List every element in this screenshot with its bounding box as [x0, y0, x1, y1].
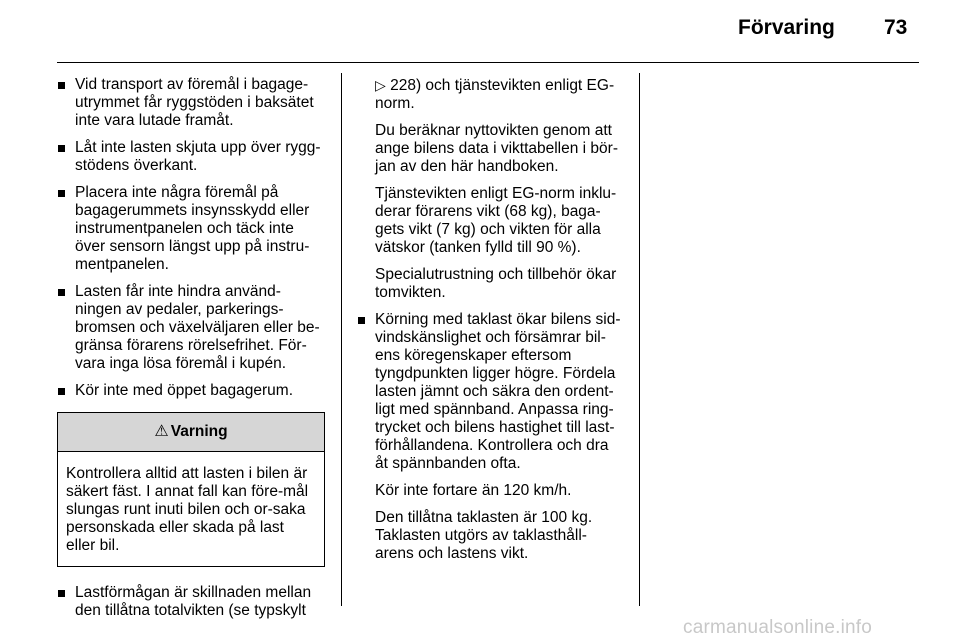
- watermark: carmanualsonline.info: [683, 617, 873, 638]
- bullet-square-icon: [358, 317, 365, 324]
- paragraph: Tjänstevikten enligt EG-norm inklu-derar förarens vikt (68 kg), baga-gets vikt (7 kg) och vikten för alla vätskor (tanken fylld till 90 %).: [375, 185, 617, 256]
- list-item: Vid transport av föremål i bagage-utrymmet får ryggstöden i baksätet inte vara lutade framåt.: [57, 76, 325, 130]
- middle-column: [357, 76, 625, 572]
- list-item: Körning med taklast ökar bilens sid-vindskänslighet och försämrar bil-ens köregenskaper eftersom tyngdpunkten ligger högre. Fördela lasten jämnt och säkra den ordent-ligt med spännband. Anpassa ring-trycket och bilens hastighet till last-förhållandena. Kontrollera och dra åt spännbanden ofta.: [357, 311, 625, 473]
- list-item: Placera inte några föremål på bagagerummets insynsskydd eller instrumentpanelen och täck inte över sensorn längst upp på instru-mentpanelen.: [57, 184, 325, 274]
- list-item: Lasten får inte hindra använd-ningen av pedaler, parkerings-bromsen och växelväljaren eller be-gränsa förarens rörelsefrihet. För-vara inga lösa föremål i kupén.: [57, 283, 325, 373]
- paragraph: Kör inte fortare än 120 km/h.: [375, 482, 572, 499]
- paragraph: Du beräknar nyttovikten genom att ange bilens data i vikttabellen i bör-jan av den här handboken.: [375, 122, 618, 175]
- page-reference-icon: ▷: [375, 77, 386, 93]
- bullet-square-icon: [58, 388, 65, 395]
- section-title: Förvaring: [738, 16, 835, 39]
- list-item: Lastförmågan är skillnaden mellan den tillåtna totalvikten (se typskylt: [57, 584, 325, 620]
- column-divider-left: [341, 73, 342, 606]
- warning-body: Kontrollera alltid att lasten i bilen är säkert fäst. I annat fall kan före-mål slungas runt inuti bilen och or-saka personskada eller skada på last eller bil.: [66, 465, 309, 554]
- list-item: Låt inte lasten skjuta upp över rygg-stödens överkant.: [57, 139, 325, 175]
- bullet-square-icon: [58, 82, 65, 89]
- warning-title: Varning: [170, 423, 228, 440]
- warning-triangle-icon: ⚠: [154, 423, 169, 440]
- bullet-square-icon: [58, 289, 65, 296]
- warning-header: [58, 413, 324, 452]
- list-item: Kör inte med öppet bagagerum.: [57, 382, 325, 400]
- bullet-square-icon: [58, 190, 65, 197]
- warning-box: [57, 412, 325, 567]
- page-number: 73: [884, 16, 908, 39]
- reference-paragraph: ▷ 228) och tjänstevikten enligt EG-norm.: [375, 77, 615, 112]
- column-divider-right: [639, 73, 640, 606]
- bullet-square-icon: [58, 145, 65, 152]
- paragraph: Specialutrustning och tillbehör ökar tomvikten.: [375, 266, 617, 301]
- header-rule: [57, 62, 919, 63]
- bullet-square-icon: [58, 590, 65, 597]
- paragraph: Den tillåtna taklasten är 100 kg. Taklasten utgörs av taklasthåll-arens och lastens vikt.: [375, 509, 593, 562]
- left-column: [57, 76, 325, 629]
